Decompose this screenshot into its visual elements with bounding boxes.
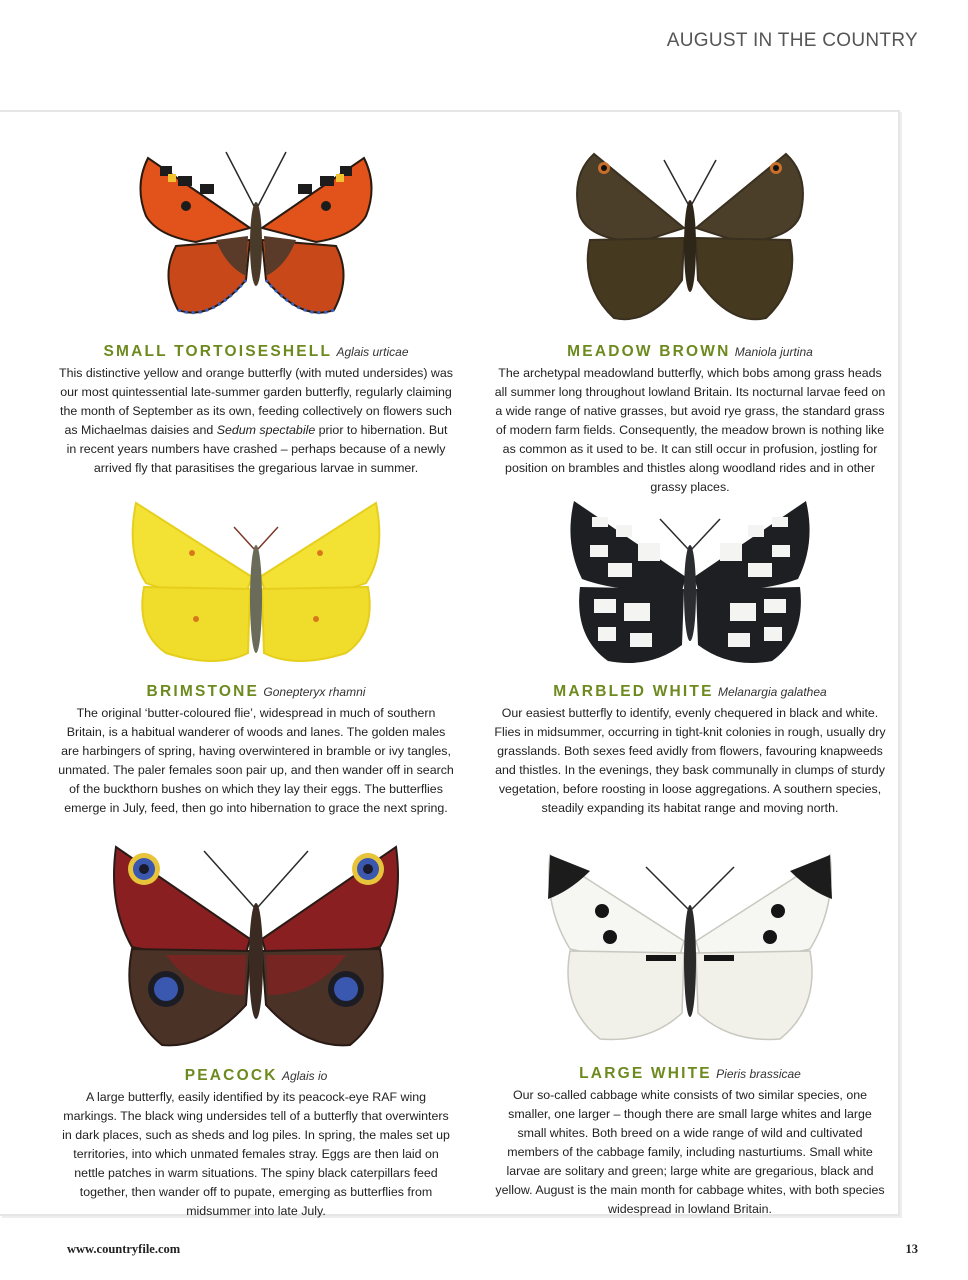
peacock-illustration xyxy=(108,842,404,1048)
page-number: 13 xyxy=(905,1242,918,1256)
entry-peacock xyxy=(58,842,454,1221)
common-name: MARBLED WHITE xyxy=(553,683,714,700)
small-tortoiseshell-description: This distinctive yellow and orange butterfly (with muted undersides) was our most quintessential late-summer garden butterfly, regularly claiming the month of September as its own, feeding collectively on flowers such as Michaelmas daisies and Sedum spectabile prior to hibernation. But in recent years numbers have crashed – perhaps because of a newly arrived fly that parasitises the gregarious larvae in summer. xyxy=(59,366,453,475)
peacock-heading xyxy=(58,1066,454,1086)
entry-large-white xyxy=(492,850,888,1219)
common-name: SMALL TORTOISESHELL xyxy=(103,343,333,360)
brimstone-illustration xyxy=(128,498,384,668)
latin-name: Melanargia galathea xyxy=(717,685,827,699)
entry-meadow-brown xyxy=(492,148,888,497)
peacock-description: A large butterfly, easily identified by its peacock-eye RAF wing markings. The black wing undersides tell of a butterfly that overwinters in dark places, such as sheds and log piles. In spring, the males set up territories, into which unmated females stray. Eggs are then laid on nettle patches in warm situations. The spiny black caterpillars feed together, then wander off to pupate, emerging as butterflies from midsummer into late July. xyxy=(62,1090,450,1218)
entry-marbled-white xyxy=(492,498,888,818)
marbled-white-illustration xyxy=(565,498,815,668)
entry-small-tortoiseshell xyxy=(58,148,454,478)
marbled-white-heading xyxy=(492,682,888,702)
latin-name: Maniola jurtina xyxy=(734,345,813,359)
latin-name: Aglais urticae xyxy=(336,345,409,359)
meadow-brown-description: The archetypal meadowland butterfly, which bobs among grass heads all summer long throughout lowland Britain. Its nocturnal larvae feed on a wide range of native grasses, but avoid rye grass, the standard grass of modern farm fields. Consequently, the meadow brown is nothing like as common as it used to be. It can still occur in profusion, jostling for position on brambles and thistles along woodland rides and in other grassy places. xyxy=(494,366,886,494)
meadow-brown-heading xyxy=(492,342,888,362)
latin-name: Pieris brassicae xyxy=(716,1067,801,1081)
brimstone-description: The original ‘butter-coloured flie’, widespread in much of southern Britain, is a habitual wanderer of woods and lanes. The golden males are harbingers of spring, having overwintered in bramble or ivy tangles, unmated. The paler females soon pair up, and then wander off in search of the buckthorn bushes on which they lay their eggs. The butterflies emerge in July, feed, then go into hibernation to grace the next spring. xyxy=(58,706,454,815)
large-white-description: Our so-called cabbage white consists of two similar species, one smaller, one larger – though there are small large whites and large small whites. Both breed on a wide range of wild and cultivated members of the cabbage family, including nasturtiums. Small white larvae are solitary and green; large white are gregarious, black and yellow. August is the main month for cabbage whites, with both species widespread in lowland Britain. xyxy=(495,1088,885,1216)
marbled-white-description: Our easiest butterfly to identify, evenly chequered in black and white. Flies in midsummer, occurring in tight-knit colonies in rough, usually dry grasslands. Both sexes feed avidly from flowers, favouring knapweeds and thistles. In the evenings, they bask communally in clumps of sturdy vegetation, before roosting in loose aggregations. A southern species, steadily expanding its habitat range and moving north. xyxy=(494,706,886,815)
meadow-brown-illustration xyxy=(570,148,810,324)
entry-brimstone xyxy=(58,498,454,818)
latin-name: Gonepteryx rhamni xyxy=(263,685,366,699)
common-name: BRIMSTONE xyxy=(146,683,260,700)
small-tortoiseshell-illustration xyxy=(136,148,376,324)
brimstone-heading xyxy=(58,682,454,702)
small-tortoiseshell-heading xyxy=(58,342,454,362)
common-name: PEACOCK xyxy=(184,1067,278,1084)
footer-url[interactable]: www.countryfile.com xyxy=(67,1242,181,1256)
large-white-illustration xyxy=(542,850,838,1044)
large-white-heading xyxy=(492,1064,888,1084)
latin-name: Aglais io xyxy=(281,1069,328,1083)
section-title: AUGUST IN THE COUNTRY xyxy=(666,30,918,51)
common-name: LARGE WHITE xyxy=(579,1065,712,1082)
common-name: MEADOW BROWN xyxy=(567,343,731,360)
